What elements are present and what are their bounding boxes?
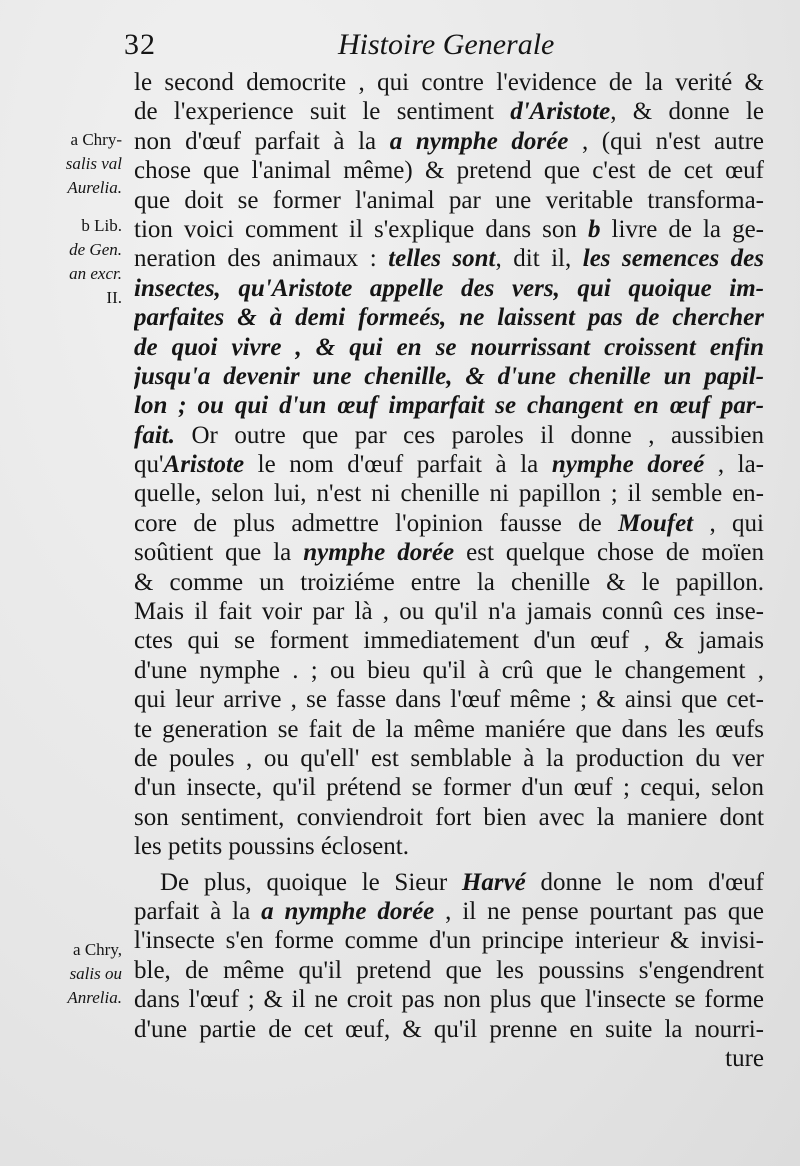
margin-note-line: a Chry- bbox=[70, 130, 122, 149]
text-line bbox=[134, 274, 764, 303]
text-line bbox=[134, 362, 764, 391]
text-line bbox=[134, 715, 764, 744]
text-line bbox=[134, 1044, 764, 1073]
text-line bbox=[134, 868, 764, 897]
text-segment: , & donne le bbox=[610, 98, 764, 126]
text-line bbox=[134, 244, 764, 273]
italic-segment: a nymphe dorée bbox=[261, 897, 435, 925]
margin-note-line: an excr. bbox=[69, 264, 122, 283]
italic-segment: Moufet bbox=[618, 509, 694, 537]
page-header bbox=[0, 28, 800, 68]
text-line bbox=[134, 186, 764, 215]
text-segment: d'un insecte, qu'il prétend se former d'un œuf ; cequi, selon bbox=[134, 774, 764, 802]
italic-segment: fait. bbox=[134, 421, 175, 449]
text-line bbox=[134, 97, 764, 126]
text-segment: parfait à la bbox=[134, 897, 262, 925]
text-line bbox=[134, 450, 764, 479]
text-line bbox=[134, 391, 764, 420]
margin-note bbox=[34, 214, 122, 310]
text-segment: soûtient que la bbox=[134, 539, 304, 567]
italic-segment: de quoi vivre , & qui en se nourrissant croissent enfin bbox=[134, 333, 764, 361]
margin-note-line: II. bbox=[106, 288, 122, 307]
italic-segment: nymphe doreé bbox=[551, 451, 705, 479]
italic-segment: Aristote bbox=[163, 451, 245, 479]
margin-note-line: de Gen. bbox=[69, 240, 122, 259]
text-line bbox=[134, 568, 764, 597]
margin-note-line: Anrelia. bbox=[67, 988, 122, 1007]
text-line bbox=[134, 744, 764, 773]
text-segment: te generation se fait de la même maniére que dans les œufs bbox=[134, 715, 764, 743]
text-line bbox=[134, 656, 764, 685]
text-segment: le second democrite , qui contre l'evidence de la verité & bbox=[134, 69, 764, 96]
italic-segment: lon ; ou qui d'un œuf imparfait se changent en œuf par- bbox=[134, 392, 764, 420]
text-line bbox=[134, 333, 764, 362]
text-segment: donne le nom d'œuf bbox=[525, 868, 764, 896]
margin-note-line: salis val bbox=[65, 154, 122, 173]
text-line bbox=[134, 956, 764, 985]
text-line bbox=[134, 832, 764, 861]
text-segment: , (qui n'est autre bbox=[568, 127, 764, 155]
text-segment: ctes qui se forment immediatement d'un œuf , & jamais bbox=[134, 627, 764, 655]
italic-segment: insectes, qu'Aristote appelle des vers, qui quoique im- bbox=[134, 274, 764, 302]
italic-segment: d'Aristote bbox=[510, 98, 611, 126]
text-segment: , dit il, bbox=[495, 245, 583, 273]
italic-segment: Harvé bbox=[461, 868, 526, 896]
margin-note-line: Aurelia. bbox=[67, 178, 122, 197]
text-segment: quelle, selon lui, n'est ni chenille ni papillon ; il semble en- bbox=[134, 480, 764, 508]
text-line bbox=[134, 303, 764, 332]
text-segment: de poules , ou qu'ell' est semblable à la production du ver bbox=[134, 744, 764, 772]
text-segment: neration des animaux : bbox=[134, 245, 389, 273]
running-title: Histoire Generale bbox=[338, 28, 555, 61]
text-line bbox=[134, 538, 764, 567]
text-segment: core de plus admettre l'opinion fausse de bbox=[134, 509, 619, 537]
italic-segment: les semences des bbox=[582, 245, 764, 273]
text-line bbox=[134, 156, 764, 185]
text-line bbox=[134, 509, 764, 538]
text-segment: Or outre que par ces paroles il donne , aussibien bbox=[174, 421, 764, 449]
text-line bbox=[134, 215, 764, 244]
text-segment: ture bbox=[725, 1044, 764, 1072]
text-segment: tion voici comment il s'explique dans son bbox=[134, 215, 588, 243]
text-line bbox=[134, 985, 764, 1014]
page-number: 32 bbox=[124, 28, 156, 61]
main-text bbox=[134, 68, 764, 1073]
text-segment: dans l'œuf ; & il ne croit pas non plus que l'insecte se forme bbox=[134, 986, 764, 1014]
margin-note-line: salis ou bbox=[69, 964, 122, 983]
text-line bbox=[134, 685, 764, 714]
text-line bbox=[134, 626, 764, 655]
text-line bbox=[134, 597, 764, 626]
margin-note bbox=[34, 938, 122, 1010]
italic-segment: telles sont bbox=[388, 245, 496, 273]
margin-note-line: b Lib. bbox=[81, 216, 122, 235]
text-segment: que doit se former l'animal par une veritable transforma- bbox=[134, 186, 764, 214]
text-segment: ble, de même qu'il pretend que les poussins s'engendrent bbox=[134, 956, 764, 984]
text-segment: son sentiment, conviendroit fort bien avec la maniere dont bbox=[134, 803, 764, 831]
text-segment: Mais il fait voir par là , ou qu'il n'a jamais connû ces inse- bbox=[134, 598, 764, 626]
text-line bbox=[134, 803, 764, 832]
margin-note-line: a Chry, bbox=[73, 940, 122, 959]
text-segment: , qui bbox=[693, 509, 764, 537]
italic-segment: jusqu'a devenir une chenille, & d'une chenille un papil- bbox=[134, 362, 764, 390]
text-segment: d'une partie de cet œuf, & qu'il prenne en suite la nourri- bbox=[134, 1015, 764, 1043]
text-line bbox=[134, 773, 764, 802]
text-segment: , il ne pense pourtant pas que bbox=[434, 897, 764, 925]
text-segment: de l'experience suit le sentiment bbox=[134, 98, 511, 126]
text-segment: chose que l'animal même) & pretend que c'est de cet œuf bbox=[134, 157, 764, 185]
text-line bbox=[134, 127, 764, 156]
margin-note bbox=[34, 128, 122, 200]
text-line bbox=[134, 926, 764, 955]
italic-segment: nymphe dorée bbox=[303, 539, 455, 567]
text-segment: & comme un troiziéme entre la chenille & le papillon. bbox=[134, 568, 764, 596]
text-segment: non d'œuf parfait à la bbox=[134, 127, 390, 155]
text-line bbox=[134, 897, 764, 926]
text-line bbox=[134, 421, 764, 450]
text-segment: , la- bbox=[704, 451, 764, 479]
italic-segment: parfaites & à demi formeés, ne laissent pas de chercher bbox=[134, 304, 764, 332]
text-segment: est quelque chose de moïen bbox=[454, 539, 764, 567]
text-line bbox=[134, 479, 764, 508]
text-line bbox=[134, 1015, 764, 1044]
text-segment: l'insecte s'en forme comme d'un principe interieur & invisi- bbox=[134, 927, 764, 955]
text-line bbox=[134, 68, 764, 97]
text-segment: livre de la ge- bbox=[600, 215, 764, 243]
text-segment: le nom d'œuf parfait à la bbox=[244, 451, 552, 479]
italic-segment: a nymphe dorée bbox=[389, 127, 569, 155]
text-segment: De plus, quoique le Sieur bbox=[160, 868, 462, 896]
text-segment: qu' bbox=[134, 451, 164, 479]
text-segment: les petits poussins éclosent. bbox=[134, 833, 409, 861]
text-segment: qui leur arrive , se fasse dans l'œuf même ; & ainsi que cet- bbox=[134, 686, 764, 714]
text-segment: d'une nymphe . ; ou bieu qu'il à crû que le changement , bbox=[134, 656, 764, 684]
italic-segment: b bbox=[587, 215, 601, 243]
